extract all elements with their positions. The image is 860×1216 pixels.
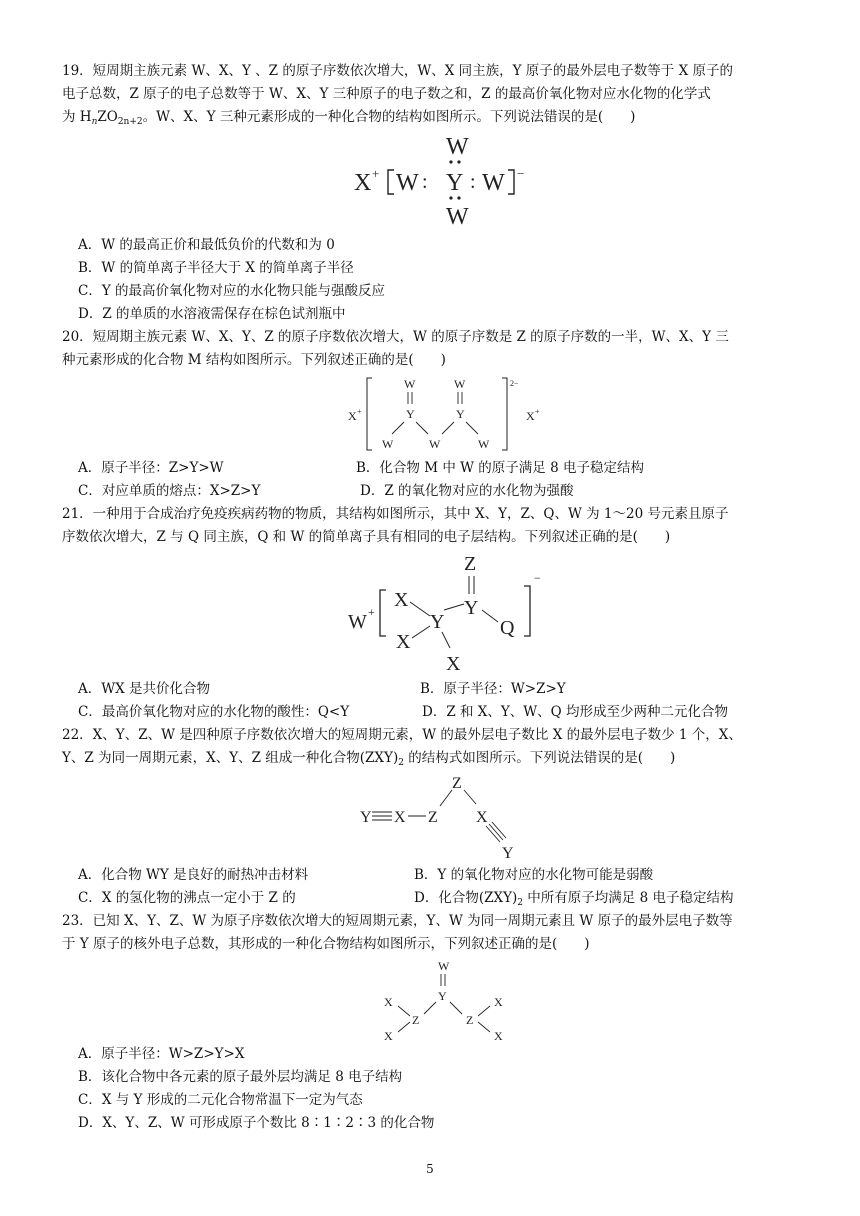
q21-q: Q [500,617,515,639]
q22-y-right: Y [502,845,514,862]
q19-line-2: 电子总数，Z 原子的电子总数等于 W、X、Y 三种原子的电子数之和，Z 的最高价氧化物对应水化物的化学式 [62,86,711,102]
question-20 [62,326,802,372]
q19-options [62,234,802,326]
q20-option-b: B．化合物 M 中 W 的原子满足 8 电子稳定结构 [356,460,644,476]
q23-x-upper-left: X [384,995,393,1009]
q19-w-right: W [482,170,505,196]
q19-right-bracket [508,170,514,194]
q19-plus: + [372,166,380,181]
q23-x-upper-right: X [494,995,503,1009]
question-22 [62,724,802,770]
q20-w-bottom-3: W [478,437,490,451]
question-19 [62,60,802,129]
q20-option-a: A．原子半径：Z>Y>W [78,460,224,476]
q19-line-1: 19．短周期主族元素 W、X、Y 、Z 的原子序数依次增大，W、X 同主族，Y 原子的最外层电子数等于 X 原子的 [62,63,734,79]
q19-dots-left: : [422,171,428,193]
q21-z: Z [464,553,477,575]
q23-x-lower-right: X [494,1029,503,1043]
q22-z-lower: Z [428,809,438,826]
q22-x-left: X [394,809,406,826]
q23-line-2: 于 Y 原子的核外电子总数，其形成的一种化合物结构如图所示，下列叙述正确的是( ) [62,936,590,952]
q20-option-c: C．对应单质的熔点：X>Z>Y [78,483,261,499]
q19-structure-figure [350,132,550,232]
q22-x-right: X [476,809,488,826]
q23-option-a: A．原子半径：W>Z>Y>X [78,1046,245,1062]
q21-y-upper: Y [464,597,479,619]
q22-structure-figure [358,770,528,862]
q20-line-2: 种元素形成的化合物 M 结构如图所示。下列叙述正确的是( ) [62,352,446,368]
q19-y-center: Y [446,170,464,196]
q20-w-top-1: W [404,377,416,391]
q22-line-2: Y、Z 为同一周期元素，X、Y、Z 组成一种化合物$(ZXY)_2$ 的结构式如图所示。下列说法错误的是( ) [62,750,676,768]
page-number: 5 [426,1162,434,1176]
q21-plus: + [368,605,375,619]
q20-x-left: X [348,409,357,423]
q21-x-upper: X [394,589,409,611]
q19-w-top: W [446,134,469,160]
q21-option-b: B．原子半径：W>Z>Y [420,681,566,697]
q19-w-bottom: W [446,204,469,230]
q19-w-left: W [396,170,419,196]
q22-option-c: C．X 的氢化物的沸点一定小于 Z 的 [78,890,296,906]
q20-w-bottom-1: W [382,437,394,451]
q20-plus-left: + [357,407,362,416]
q23-options [62,1043,802,1135]
q21-minus: − [534,571,541,585]
q20-options [62,457,802,503]
q21-structure-figure [344,550,554,674]
q22-z-upper: Z [452,775,462,792]
q23-y: Y [438,989,447,1003]
q23-line-1: 23．已知 X、Y、Z、W 为原子序数依次增大的短周期元素，Y、W 为同一周期元素且 W 原子的最外层电子数等 [62,913,733,929]
q21-line-2: 序数依次增大，Z 与 Q 同主族，Q 和 W 的简单离子具有相同的电子层结构。下列叙述正确的是( ) [62,529,671,545]
q21-options [62,678,802,724]
q20-y-1: Y [406,407,415,421]
q19-dots-right: : [470,171,476,193]
q19-option-c: C．Y 的最高价氧化物对应的水化物只能与强酸反应 [78,283,386,299]
q21-x-lower: X [396,631,411,653]
q20-w-bottom-2: W [429,437,441,451]
q21-x-bottom: X [446,653,461,675]
question-23 [62,910,802,956]
q23-structure-figure [376,956,516,1044]
q23-option-c: C．X 与 Y 形成的二元化合物常温下一定为气态 [78,1092,363,1108]
q21-w: W [348,611,367,633]
q23-z-left: Z [412,1013,420,1027]
q22-option-a: A．化合物 WY 是良好的耐热冲击材料 [78,867,309,883]
q23-x-lower-left: X [384,1029,393,1043]
q21-y-center: Y [430,611,445,633]
q21-option-c: C．最高价氧化物对应的水化物的酸性：Q<Y [78,704,350,720]
q21-option-d: D．Z 和 X、Y、W、Q 均形成至少两种二元化合物 [422,704,729,720]
q20-line-1: 20．短周期主族元素 W、X、Y、Z 的原子序数依次增大，W 的原子序数是 Z 的原子序数的一半，W、X、Y 三 [62,329,729,345]
q19-line-3: 为 $H_nZO_{2n+2}$。W、X、Y 三种元素形成的一种化合物的结构如图所示。下列说法错误的是( ) [62,109,636,127]
q22-option-b: B．Y 的氧化物对应的水化物可能是弱酸 [414,867,654,883]
q23-option-b: B．该化合物中各元素的原子最外层均满足 8 电子结构 [78,1069,403,1085]
q21-option-a: A．WX 是共价化合物 [78,681,211,697]
q19-option-d: D．Z 的单质的水溶液需保存在棕色试剂瓶中 [78,306,346,322]
q22-options [62,864,802,910]
q20-y-2: Y [456,407,465,421]
q19-option-b: B．W 的简单离子半径大于 X 的简单离子半径 [78,260,354,276]
q20-w-top-2: W [454,377,466,391]
q20-plus-right: + [535,407,540,416]
question-21 [62,503,802,549]
q19-cation-x: X [354,170,372,196]
q23-z-right: Z [466,1013,474,1027]
q21-line-1: 21．一种用于合成治疗免疫疾病药物的物质，其结构如图所示，其中 X、Y，Z、Q、W 为 1～20 号元素且原子 [62,506,729,522]
q22-y-left: Y [360,809,372,826]
q20-structure-figure [340,372,550,456]
q20-option-d: D．Z 的氧化物对应的水化物为强酸 [360,483,574,499]
q19-option-a: A．W 的最高正价和最低负价的代数和为 0 [78,237,335,253]
q23-w: W [438,959,450,973]
q19-left-bracket [388,170,394,194]
q23-option-d: D．X、Y、Z、W 可形成原子个数比 8∶1∶2∶3 的化合物 [78,1115,435,1131]
q20-x-right: X [526,409,535,423]
q20-charge: 2− [510,379,519,388]
q22-line-1: 22．X、Y、Z、W 是四种原子序数依次增大的短周期元素，W 的最外层电子数比 X 的最外层电子数少 1 个，X、 [62,727,742,743]
q22-option-d: D．化合物$(ZXY)_2$ 中所有原子均满足 8 电子稳定结构 [414,890,734,908]
q19-minus: − [517,166,525,181]
